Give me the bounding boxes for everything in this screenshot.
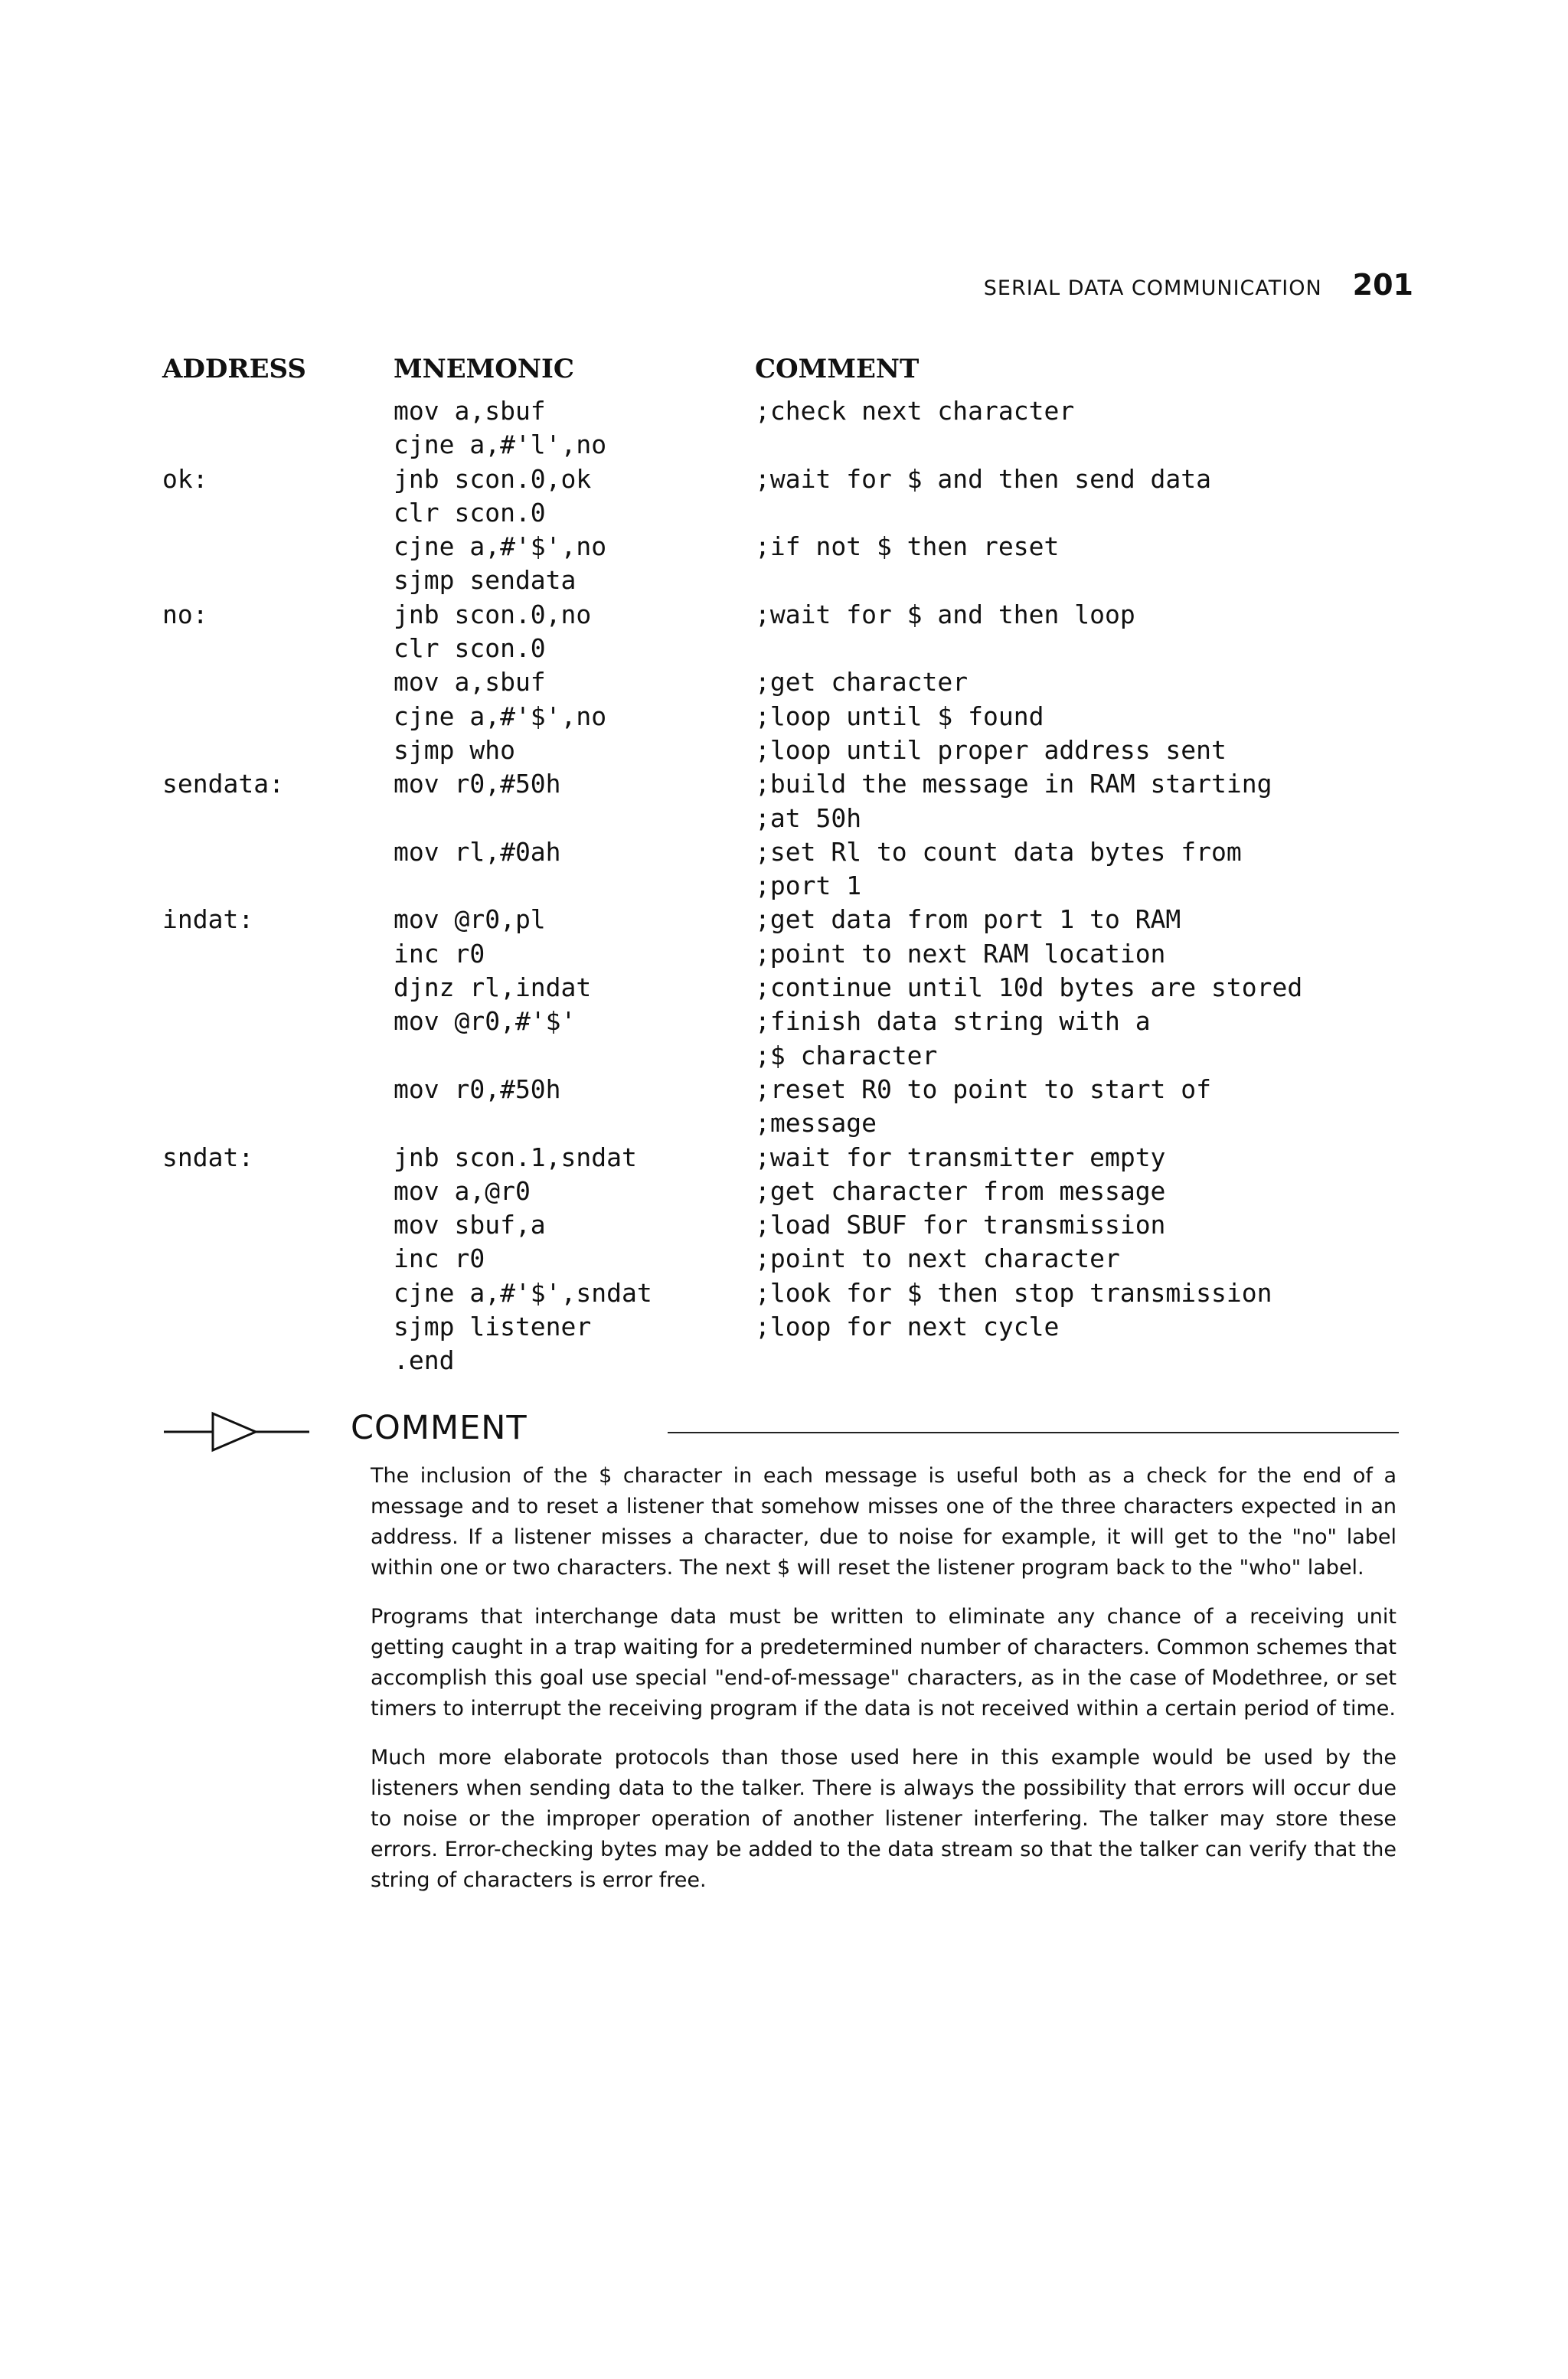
page-number: 201 <box>1352 268 1413 302</box>
comment-cell: ;finish data string with a <box>755 1006 1151 1037</box>
address-label: indat: <box>162 904 254 935</box>
mnemonic-cell: mov a,@r0 <box>394 1175 531 1206</box>
running-title: SERIAL DATA COMMUNICATION <box>983 276 1322 300</box>
comment-title: COMMENT <box>351 1409 528 1447</box>
address-label: sendata: <box>162 769 284 799</box>
comment-cell: ;load SBUF for transmission <box>755 1210 1166 1240</box>
listing-row <box>0 396 1568 430</box>
comment-cell: ;continue until 10d bytes are stored <box>755 972 1303 1003</box>
mnemonic-cell: djnz rl,indat <box>394 972 592 1003</box>
mnemonic-cell: clr scon.0 <box>394 497 546 528</box>
mnemonic-cell: sjmp who <box>394 734 515 765</box>
mnemonic-cell: cjne a,#'$',sndat <box>394 1277 652 1308</box>
listing-row <box>0 1345 1568 1379</box>
mnemonic-cell: mov a,sbuf <box>394 667 546 698</box>
comment-heading <box>162 1407 1399 1453</box>
mnemonic-cell: cjne a,#'$',no <box>394 531 607 562</box>
listing-row <box>0 1210 1568 1243</box>
paragraph: The inclusion of the $ character in each message is useful both as a check for the end of a message and to reset a listener that somehow misses one of the three characters expected in an address. If a listener misses a character, due to noise for example, it will get to the "no" label within one or two characters. The next $ will reset the listener program back to the "who" label. <box>371 1464 1396 1580</box>
listing-row <box>0 633 1568 667</box>
listing-row <box>0 1176 1568 1210</box>
listing-row <box>0 1278 1568 1312</box>
address-label: no: <box>162 599 208 629</box>
listing-row <box>0 667 1568 701</box>
mnemonic-cell: inc r0 <box>394 938 485 969</box>
paragraph: Programs that interchange data must be written to eliminate any chance of a receiving unit getting caught in a trap waiting for a predetermined number of characters. Common schemes that accomplish this goal use special "end-of-message" characters, as in the case of Modethree, or set timers to interrupt the receiving program if the data is not received within a certain period of time. <box>371 1605 1396 1721</box>
comment-cell: ;loop for next cycle <box>755 1312 1060 1342</box>
listing-row <box>0 1074 1568 1108</box>
listing-row <box>0 735 1568 769</box>
listing-row <box>0 939 1568 972</box>
comment-cell: ;build the message in RAM starting <box>755 769 1272 799</box>
listing-row <box>0 972 1568 1006</box>
listing-row <box>0 600 1568 633</box>
comment-cell: ;wait for transmitter empty <box>755 1142 1166 1172</box>
comment-cell: ;check next character <box>755 396 1075 426</box>
comment-cell: ;message <box>755 1108 877 1139</box>
mnemonic-cell: mov r0,#50h <box>394 1073 561 1104</box>
mnemonic-cell: jnb scon.0,no <box>394 599 592 629</box>
comment-cell: ;loop until proper address sent <box>755 734 1227 765</box>
mnemonic-cell: mov rl,#0ah <box>394 836 561 867</box>
comment-cell: ;if not $ then reset <box>755 531 1060 562</box>
listing-row <box>0 1243 1568 1277</box>
mnemonic-cell: cjne a,#'l',no <box>394 430 607 460</box>
arrow-icon <box>162 1407 346 1453</box>
listing-row <box>0 1041 1568 1074</box>
comment-cell: ;wait for $ and then loop <box>755 599 1135 629</box>
listing-row <box>0 871 1568 904</box>
mnemonic-cell: .end <box>394 1345 455 1376</box>
comment-cell: ;get character from message <box>755 1175 1166 1206</box>
mnemonic-cell: mov sbuf,a <box>394 1210 546 1240</box>
mnemonic-cell: inc r0 <box>394 1243 485 1274</box>
comment-cell: ;get character <box>755 667 969 698</box>
column-header-comment: COMMENT <box>755 354 920 384</box>
listing-row <box>0 1006 1568 1040</box>
comment-cell: ;look for $ then stop transmission <box>755 1277 1272 1308</box>
listing-row <box>0 904 1568 938</box>
comment-cell: ;point to next character <box>755 1243 1120 1274</box>
comment-body <box>371 1461 1396 1914</box>
running-head <box>984 268 1413 302</box>
listing-row <box>0 1108 1568 1142</box>
mnemonic-cell: jnb scon.0,ok <box>394 463 592 494</box>
address-label: ok: <box>162 463 208 494</box>
mnemonic-cell: clr scon.0 <box>394 633 546 664</box>
listing-row <box>0 803 1568 837</box>
listing-row <box>0 837 1568 871</box>
mnemonic-cell: mov @r0,pl <box>394 904 546 935</box>
listing-row <box>0 1312 1568 1345</box>
listing-row <box>0 430 1568 463</box>
mnemonic-cell: mov a,sbuf <box>394 396 546 426</box>
comment-cell: ;point to next RAM location <box>755 938 1166 969</box>
listing-row <box>0 464 1568 498</box>
listing-row <box>0 531 1568 565</box>
comment-cell: ;port 1 <box>755 871 862 901</box>
comment-cell: ;$ character <box>755 1040 938 1070</box>
comment-cell: ;loop until $ found <box>755 701 1044 731</box>
column-header-address: ADDRESS <box>162 354 306 384</box>
comment-cell: ;at 50h <box>755 802 862 833</box>
mnemonic-cell: sjmp sendata <box>394 565 577 596</box>
mnemonic-cell: jnb scon.1,sndat <box>394 1142 637 1172</box>
address-label: sndat: <box>162 1142 254 1172</box>
mnemonic-cell: mov r0,#50h <box>394 769 561 799</box>
column-header-mnemonic: MNEMONIC <box>394 354 574 384</box>
comment-cell: ;wait for $ and then send data <box>755 463 1212 494</box>
listing-row <box>0 769 1568 802</box>
comment-cell: ;set Rl to count data bytes from <box>755 836 1242 867</box>
comment-cell: ;get data from port 1 to RAM <box>755 904 1181 935</box>
listing-row <box>0 498 1568 531</box>
paragraph: Much more elaborate protocols than those used here in this example would be used by the listeners when sending data to the talker. There is always the possibility that errors will occur due to noise or the improper operation of another listener interfering. The talker may store these errors. Error-checking bytes may be added to the data stream so that the talker can verify that the string of characters is error free. <box>371 1746 1396 1892</box>
comment-cell: ;reset R0 to point to start of <box>755 1073 1212 1104</box>
mnemonic-cell: cjne a,#'$',no <box>394 701 607 731</box>
listing-row <box>0 701 1568 735</box>
mnemonic-cell: mov @r0,#'$' <box>394 1006 577 1037</box>
listing-row <box>0 565 1568 599</box>
listing-rows <box>0 396 1568 1380</box>
divider <box>668 1432 1399 1433</box>
listing-row <box>0 1142 1568 1176</box>
mnemonic-cell: sjmp listener <box>394 1312 592 1342</box>
